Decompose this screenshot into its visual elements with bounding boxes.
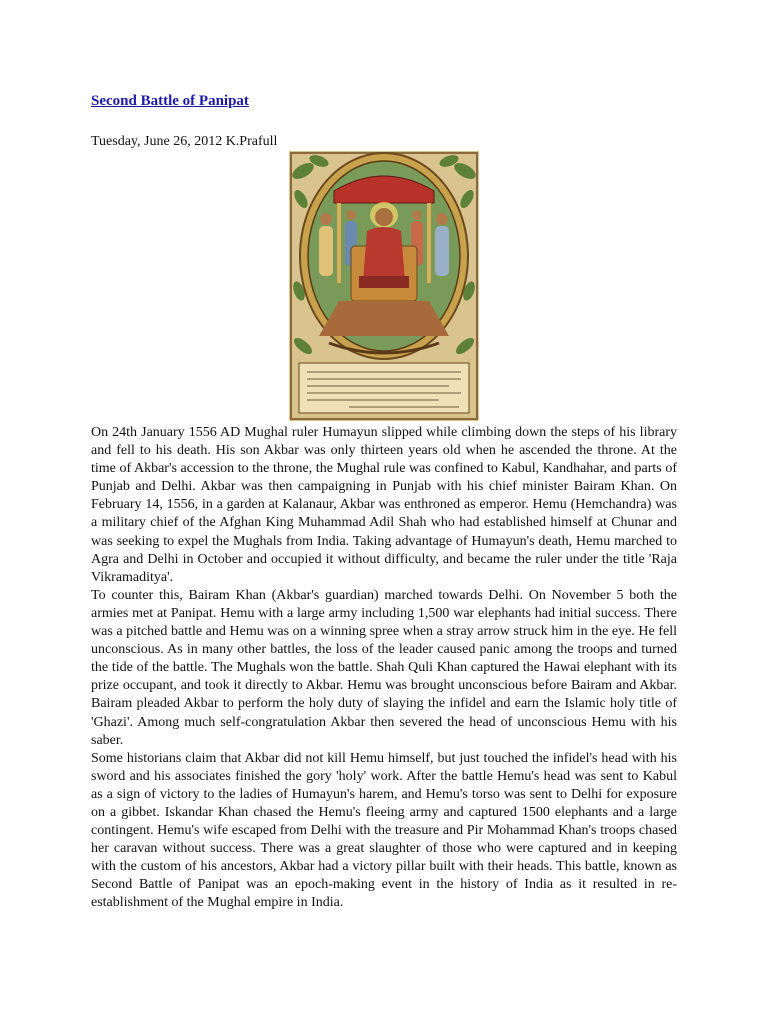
akbar-painting-icon: [289, 151, 479, 421]
article-paragraph-3: Some historians claim that Akbar did not kill Hemu himself, but just touched the infidel's head with his sword and his associates finished the gory 'holy' work. After the battle Hemu's head was sent to Kabul as a sign of victory to the ladies of Humayun's harem, and Hemu's torso was sent to Delhi for exposure on a gibbet. Iskandar Khan chased the Hemu's fleeing army and captured 1500 elephants and a large contingent. Hemu's wife escaped from Delhi with the treasure and Pir Mohammad Khan's troops chased her caravan without success. There was a great slaughter of those who were captured and in keeping with the custom of his ancestors, Akbar had a victory pillar built with their heads. This battle, known as Second Battle of Panipat was an epoch-making event in the history of India as it resulted in re-establishment of the Mughal empire in India.: [91, 750, 677, 911]
article-byline: Tuesday, June 26, 2012 K.Prafull: [91, 134, 278, 149]
article-title-link[interactable]: Second Battle of Panipat: [91, 93, 249, 109]
article-body: [91, 424, 677, 913]
article-paragraph-2: To counter this, Bairam Khan (Akbar's guardian) marched towards Delhi. On November 5 both the armies met at Panipat. Hemu with a large army including 1,500 war elephants had initial success. There was a pitched battle and Hemu was on a winning spree when a stray arrow struck him in the eye. He fell unconscious. As in many other battles, the loss of the leader caused panic among the troops and turned the tide of the battle. The Mughals won the battle. Shah Quli Khan captured the Hawai elephant with its prize occupant, and took it directly to Akbar. Hemu was brought unconscious before Bairam and Akbar. Bairam pleaded Akbar to perform the holy duty of slaying the infidel and earn the Islamic holy title of 'Ghazi'. Among much self-congratulation Akbar then severed the head of unconscious Hemu with his saber.: [91, 587, 677, 748]
article-paragraph-1: On 24th January 1556 AD Mughal ruler Humayun slipped while climbing down the steps of his library and fell to his death. His son Akbar was only thirteen years old when he ascended the throne. At the time of Akbar's accession to the throne, the Mughal rule was confined to Kabul, Kandhahar, and parts of Punjab and Delhi. Akbar was then campaigning in Punjab with his chief minister Bairam Khan. On February 14, 1556, in a garden at Kalanaur, Akbar was enthroned as emperor. Hemu (Hemchandra) was a military chief of the Afghan King Muhammad Adil Shah who had established himself at Chunar and was seeking to expel the Mughals from India. Taking advantage of Humayun's death, Hemu marched to Agra and Delhi in October and occupied it without difficulty, and became the ruler under the title 'Raja Vikramaditya'.: [91, 425, 677, 585]
